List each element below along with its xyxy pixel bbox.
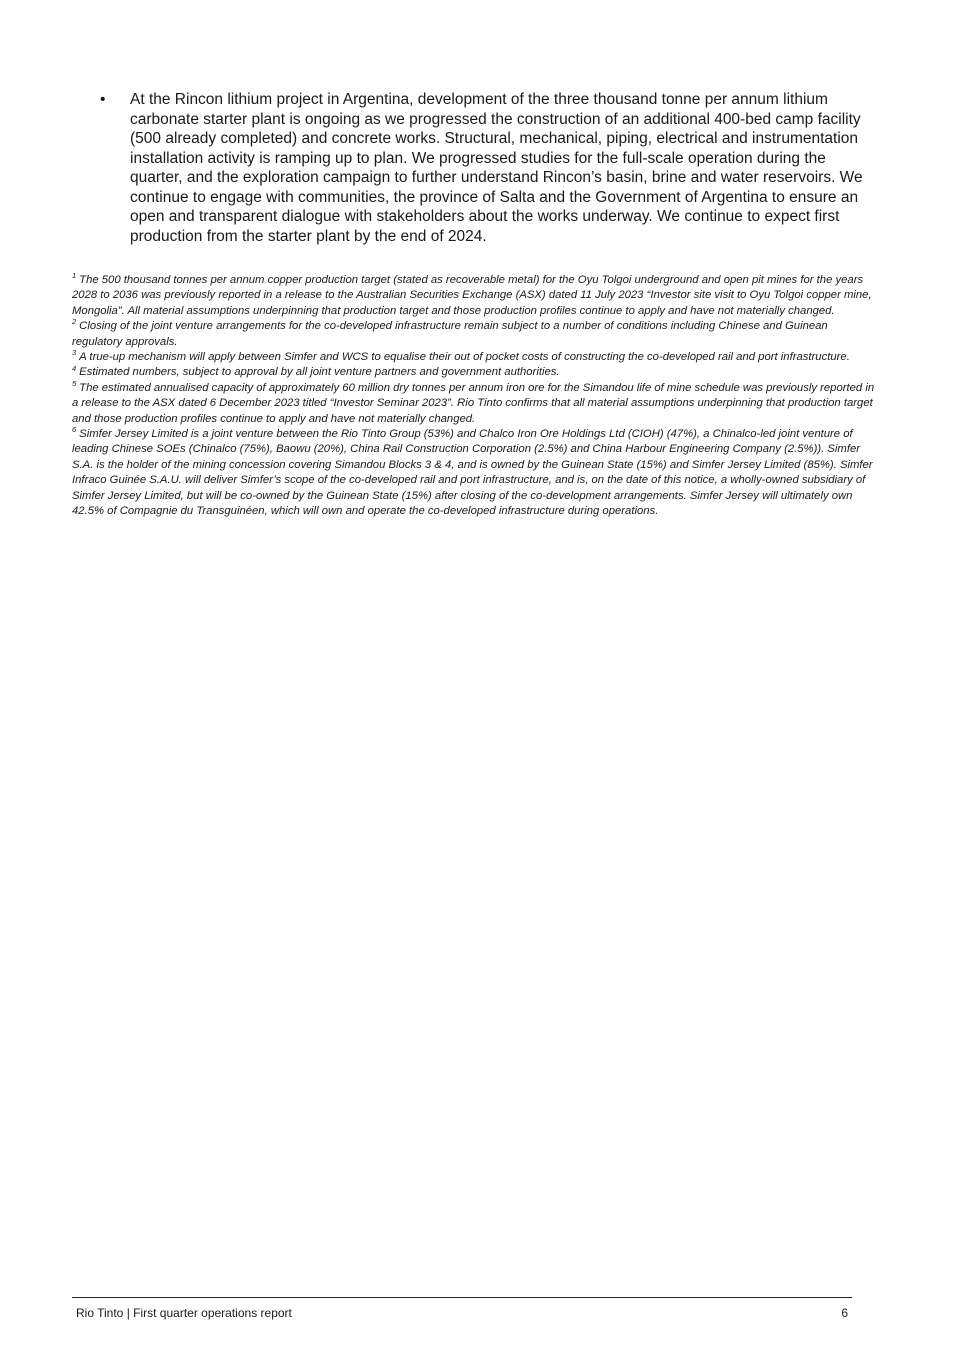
bullet-text: At the Rincon lithium project in Argentina, development of the three thousand tonne per annum lithium carbonate starter plant is ongoing as we progressed the construction of an additional 400-bed camp facility (500 already completed) and concrete works. Structural, mechanical, piping, electrical and instrumentation installation activity is ramping up to plan. We progressed studies for the full-scale operation during the quarter, and the exploration campaign to further understand Rincon’s basin, brine and water reservoirs. We continue to engage with communities, the province of Salta and the Government of Argentina to ensure an open and transparent dialogue with stakeholders about the works underway. We continue to expect first production from the starter plant by the end of 2024. [130,91,863,245]
footnote-3 [72,350,880,365]
footnote-number: 6 [72,425,77,435]
footnote-text: Estimated numbers, subject to approval by all joint venture partners and government authorities. [79,366,560,379]
footnote-text: Closing of the joint venture arrangements for the co-developed infrastructure remain subject to a number of conditions including Chinese and Guinean regulatory approvals. [72,320,828,348]
footnotes-section [72,273,880,520]
footnote-5 [72,381,880,427]
rincon-bullet-paragraph [100,90,870,246]
footnote-text: Simfer Jersey Limited is a joint venture between the Rio Tinto Group (53%) and Chalco Iron Ore Holdings Ltd (CIOH) (47%), a Chinalco-led joint venture of leading Chinese SOEs (Chinalco (75%), Baowu (20%), China Rail Construction Corporation (2.5%) and China Harbour Engineering Company (2.5%)). Simfer S.A. is the holder of the mining concession covering Simandou Blocks 3 & 4, and is owned by the Guinean State (15%) and Simfer Jersey Limited (85%). Simfer Infraco Guinée S.A.U. will deliver Simfer’s scope of the co-developed rail and port infrastructure, and is, on the date of this notice, a wholly-owned subsidiary of Simfer Jersey Limited, but will be co-owned by the Guinean State (15%) after closing of the co-development arrangements. Simfer Jersey will ultimately own 42.5% of Compagnie du Transguinéen, which will own and operate the co-developed infrastructure during operations. [72,428,873,518]
footnote-text: The estimated annualised capacity of approximately 60 million dry tonnes per annum iron ore for the Simandou life of mine schedule was previously reported in a release to the ASX dated 6 December 2023 titled “Investor Seminar 2023”. Rio Tinto confirms that all material assumptions underpinning that production target and those production profiles continue to apply and have not materially changed. [72,381,875,425]
footnote-number: 3 [72,348,77,358]
footnote-1 [72,273,880,319]
footnote-text: A true-up mechanism will apply between Simfer and WCS to equalise their out of pocket costs of constructing the co-developed rail and port infrastructure. [79,351,850,364]
footer-report-title: Rio Tinto | First quarter operations report [76,1306,292,1320]
footnote-text: The 500 thousand tonnes per annum copper production target (stated as recoverable metal) for the Oyu Tolgoi underground and open pit mines for the years 2028 to 2036 was previously reported in a release to the Australian Securities Exchange (ASX) dated 11 July 2023 “Investor site visit to Oyu Tolgoi copper mine, Mongolia”. All material assumptions underpinning that production target and those production profiles continue to apply and have not materially changed. [72,274,872,317]
footnote-2 [72,319,880,350]
footnote-4 [72,365,880,380]
page-number: 6 [841,1306,848,1320]
footnote-number: 5 [72,379,77,389]
footnote-number: 1 [72,271,77,281]
footnote-6 [72,427,880,519]
bullet-icon: • [100,91,106,108]
footer-divider [72,1297,852,1298]
footnote-number: 2 [72,317,77,327]
footnote-number: 4 [72,363,77,373]
